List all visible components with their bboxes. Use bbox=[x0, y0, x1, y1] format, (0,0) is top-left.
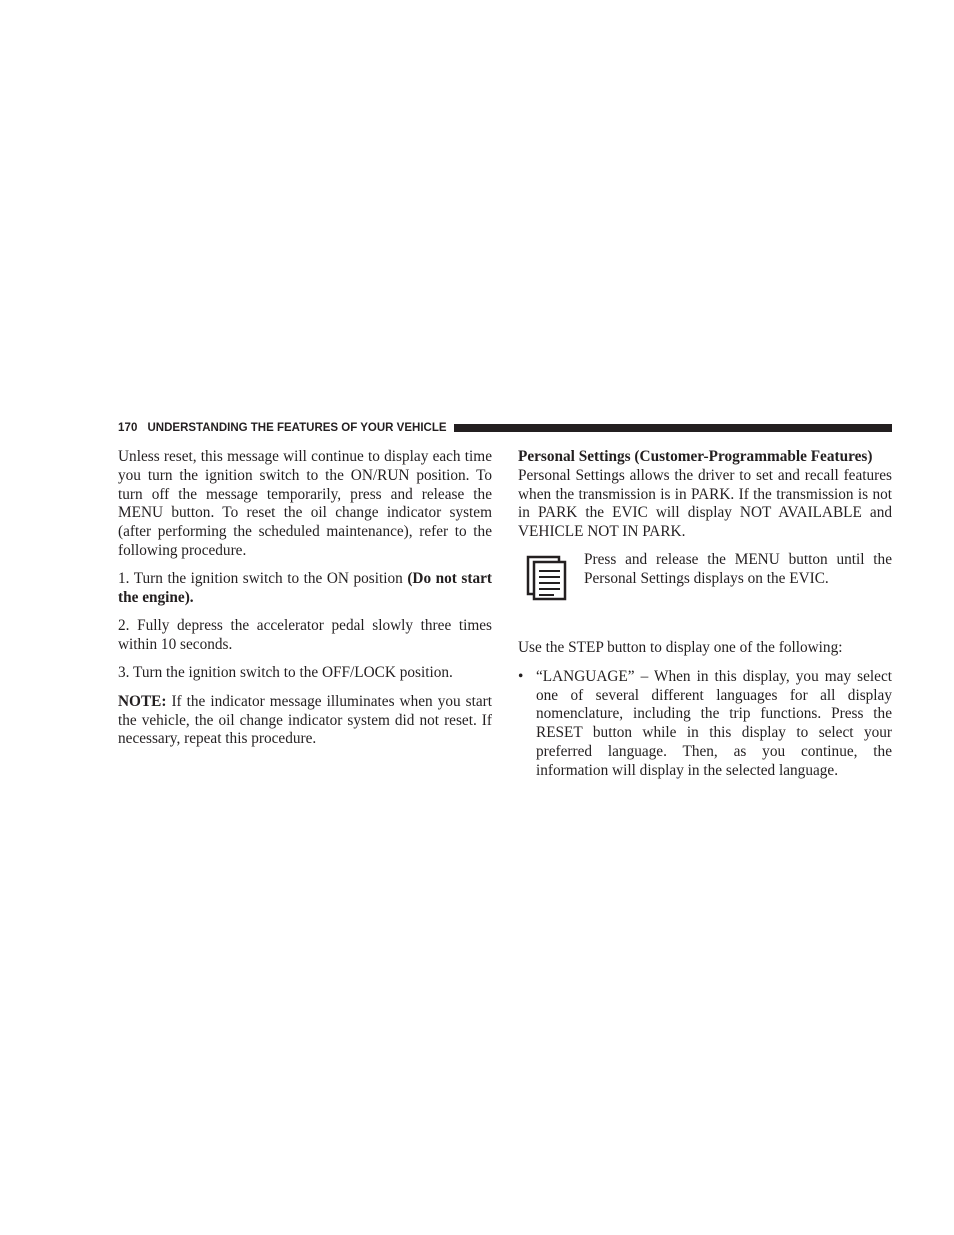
step-button-paragraph: Use the STEP button to display one of the following: bbox=[518, 639, 843, 657]
personal-settings-intro: Personal Settings allows the driver to set and recall features when the transmission is in PARK. If the transmission is not in PARK the EVIC will display NOT AVAILABLE and VEHICLE NOT IN PARK. bbox=[518, 466, 892, 541]
note-label: NOTE: bbox=[118, 692, 167, 710]
step-1-text: 1. Turn the ignition switch to the ON position bbox=[118, 570, 408, 588]
note-paragraph bbox=[118, 693, 492, 749]
step-1 bbox=[118, 570, 492, 608]
list-item-text: “LANGUAGE” – When in this display, you may select one of several different languages for all display nomenclature, including the trip functions. Press the RESET button while in this display to select your preferred language. Then, as you continue, the information will display in the selected language. bbox=[536, 667, 892, 779]
settings-list bbox=[518, 668, 892, 781]
note-text: If the indicator message illuminates when you start the vehicle, the oil change indicator system did not reset. If necessary, repeat this procedure. bbox=[118, 692, 492, 748]
document-pages-icon bbox=[518, 551, 584, 611]
list-item bbox=[518, 668, 892, 781]
intro-paragraph: Unless reset, this message will continue to display each time you turn the ignition switch to the ON/RUN position. To turn off the message temporarily, press and release the MENU button. To reset the oil change indicator system (after performing the scheduled maintenance), refer to the following procedure. bbox=[118, 448, 492, 559]
personal-settings-heading: Personal Settings (Customer-Programmable Features) bbox=[518, 448, 873, 465]
step-3: 3. Turn the ignition switch to the OFF/LOCK position. bbox=[118, 664, 453, 682]
step-2: 2. Fully depress the accelerator pedal slowly three times within 10 seconds. bbox=[118, 617, 492, 654]
header-rule bbox=[454, 424, 892, 432]
page-header bbox=[118, 419, 892, 437]
bullet-marker: • bbox=[518, 667, 524, 685]
section-title: UNDERSTANDING THE FEATURES OF YOUR VEHICLE bbox=[147, 422, 447, 434]
page-number: 170 bbox=[118, 422, 138, 434]
step-1-bold: (Do not start the engine). bbox=[118, 570, 492, 607]
left-column bbox=[118, 448, 492, 759]
icon-note-row bbox=[518, 551, 892, 611]
menu-instruction: Press and release the MENU button until the Personal Settings displays on the EVIC. bbox=[584, 551, 892, 588]
right-column bbox=[518, 448, 892, 781]
